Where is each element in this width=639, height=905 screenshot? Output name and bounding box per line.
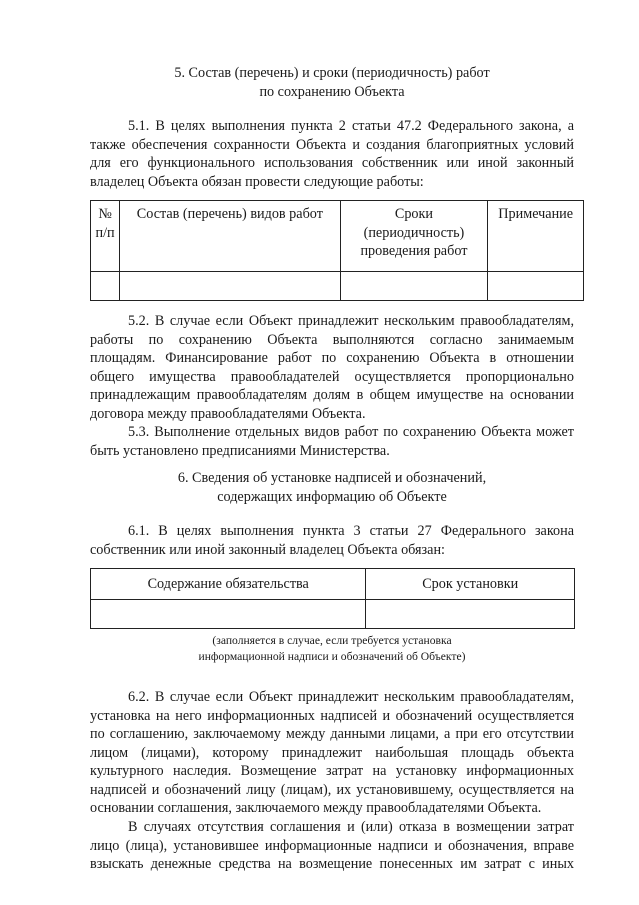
paragraph-line: также обеспечения сохранности Объекта и создания благоприятных условий — [90, 136, 574, 153]
paragraph-line: 5.2. В случае если Объект принадлежит нескольким правообладателям, — [128, 313, 574, 329]
section-5-title-line-2: по сохранению Объекта — [259, 83, 405, 100]
paragraph-line: лицом (лицами), которому принадлежит наибольшая площадь объекта — [90, 744, 574, 761]
section-6-heading — [90, 469, 574, 506]
paragraph-line: 6.2. В случае если Объект принадлежит нескольким правообладателям, — [128, 689, 574, 705]
note-line-2: информационной надписи и обозначений об Объекте) — [198, 650, 466, 663]
table-note — [90, 633, 574, 665]
paragraph-line: владелец Объекта обязан провести следующие работы: — [90, 173, 424, 190]
header-cell-note: Примечание — [488, 201, 584, 272]
paragraph-line: надписей и обозначений лицу (лицам), их установившему, осуществляется на — [90, 781, 574, 798]
section-6-title-line-2: содержащих информацию об Объекте — [217, 488, 447, 505]
paragraph-line: быть установлено предписаниями Министерства. — [90, 442, 390, 459]
header-cell-number: № п/п — [91, 201, 120, 272]
paragraph-line: по соглашению, заключаемому между данными лицами, а при его отсутствии — [90, 726, 574, 742]
works-table — [90, 200, 584, 301]
table-cell — [120, 272, 340, 301]
header-cell-deadline: Сроки (периодичность) проведения работ — [340, 201, 488, 272]
paragraph-line: собственник или иной законный владелец Объекта обязан: — [90, 541, 445, 558]
table-row — [91, 600, 575, 629]
table-cell — [488, 272, 584, 301]
obligation-table-header-row — [91, 569, 575, 600]
paragraph-line: общего имущества правообладателей осуществляется пропорционально — [90, 368, 574, 385]
paragraph-line: 5.1. В целях выполнения пункта 2 статьи 47.2 Федерального закона, а — [128, 118, 574, 134]
paragraph-line: основании соглашения, заключаемого между правообладателями Объекта. — [90, 800, 542, 816]
paragraph-line: площадям. Финансирование работ по сохранению Объекта в отношении — [90, 350, 574, 366]
works-table-header-row — [91, 201, 584, 272]
paragraph-5-2 — [90, 312, 574, 423]
paragraph-line: 5.3. Выполнение отдельных видов работ по сохранению Объекта может — [128, 424, 574, 440]
table-cell — [91, 600, 366, 629]
table-row — [91, 272, 584, 301]
table-cell — [340, 272, 488, 301]
paragraph-5-3 — [90, 423, 574, 460]
header-cell-works: Состав (перечень) видов работ — [120, 201, 340, 272]
paragraph-line: установка на него информационных надписей и обозначений осуществляется — [90, 707, 574, 724]
paragraph-line: работы по сохранению Объекта выполняются согласно занимаемым — [90, 331, 574, 348]
paragraph-line: договора между правообладателями Объекта. — [90, 405, 366, 422]
header-cell-install-term: Срок установки — [366, 569, 575, 600]
section-6-title-line-1: 6. Сведения об установке надписей и обозначений, — [177, 470, 487, 486]
paragraph-line: культурного наследия. Возмещение затрат на установку информационных — [90, 763, 574, 779]
paragraph-line: лицо (лица), установившее информационные надписи и обозначения, вправе — [90, 837, 574, 854]
table-cell — [91, 272, 120, 301]
paragraph-6-3 — [90, 818, 574, 874]
paragraph-6-1 — [90, 522, 574, 559]
table-cell — [366, 600, 575, 629]
paragraph-line: принадлежащим правообладателям долям в общем имуществе на основании — [90, 387, 574, 403]
section-5-heading — [90, 64, 574, 101]
paragraph-6-2 — [90, 688, 574, 818]
note-line-1: (заполняется в случае, если требуется установка — [212, 634, 452, 647]
header-cell-obligation: Содержание обязательства — [91, 569, 366, 600]
obligation-table — [90, 568, 575, 629]
paragraph-line: 6.1. В целях выполнения пункта 3 статьи 27 Федерального закона — [128, 523, 574, 539]
paragraph-line: взыскать денежные средства на возмещение понесенных им затрат с иных — [90, 856, 574, 872]
section-5-title-line-1: 5. Состав (перечень) и сроки (периодичность) работ — [174, 65, 490, 81]
paragraph-line: В случаях отсутствия соглашения и (или) отказа в возмещении затрат — [128, 819, 574, 835]
paragraph-5-1 — [90, 117, 574, 191]
paragraph-line: для его функционального использования собственник или иной законный — [90, 155, 574, 171]
